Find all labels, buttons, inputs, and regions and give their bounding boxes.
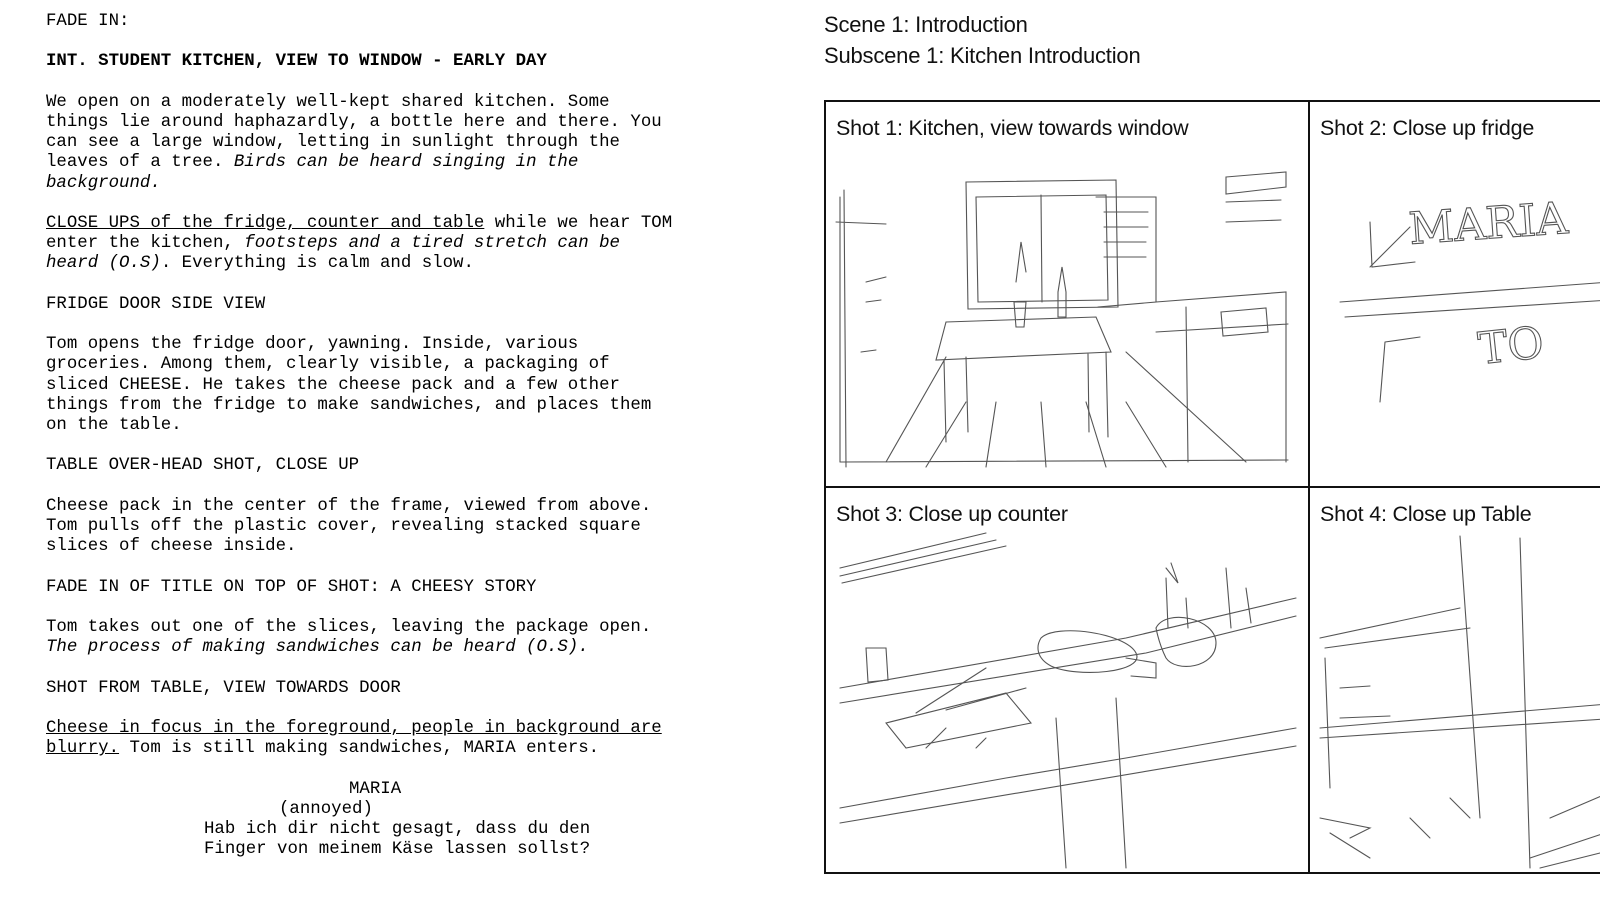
shot-caption: Shot 1: Kitchen, view towards window bbox=[836, 116, 1189, 140]
table-closeup-sketch bbox=[1310, 488, 1600, 874]
dialogue-block bbox=[46, 780, 806, 861]
screenplay-page bbox=[46, 12, 806, 860]
fridge-name-tag-maria: MARIA bbox=[1407, 192, 1570, 255]
shot-heading-door: SHOT FROM TABLE, VIEW TOWARDS DOOR bbox=[46, 678, 401, 698]
fridge-closeup-sketch bbox=[1310, 102, 1600, 486]
action-paragraph-1: We open on a moderately well-kept shared kitchen. Some things lie around haphazardly, a bottle here and there. You can see a large window, letting in sunlight through the leaves of a tree. Birds can be heard singing in the background. bbox=[46, 92, 662, 193]
shot-caption: Shot 4: Close up Table bbox=[1320, 502, 1532, 526]
shot-caption: Shot 2: Close up fridge bbox=[1320, 116, 1535, 140]
action-paragraph-2: CLOSE UPS of the fridge, counter and table while we hear TOM enter the kitchen, footsteps and a tired stretch can be heard (O.S). Everything is calm and slow. bbox=[46, 213, 673, 274]
shot-panel-2 bbox=[1310, 102, 1600, 486]
scene-heading: INT. STUDENT KITCHEN, VIEW TO WINDOW - EARLY DAY bbox=[46, 52, 547, 72]
parenthetical: (annoyed) bbox=[279, 799, 373, 819]
kitchen-window-sketch bbox=[826, 102, 1308, 486]
shot-panel-3 bbox=[826, 488, 1308, 874]
shot-heading-fridge: FRIDGE DOOR SIDE VIEW bbox=[46, 294, 266, 314]
storyboard-grid bbox=[824, 100, 1600, 874]
character-name: MARIA bbox=[349, 779, 402, 799]
title-fade-direction: FADE IN OF TITLE ON TOP OF SHOT: A CHEESY STORY bbox=[46, 577, 537, 597]
storyboard bbox=[824, 0, 1600, 900]
dialogue-line-1: Hab ich dir nicht gesagt, dass du den bbox=[204, 819, 591, 839]
dialogue-line-2: Finger von meinem Käse lassen sollst? bbox=[204, 840, 591, 860]
scene-title: Scene 1: Introduction bbox=[824, 12, 1028, 37]
action-paragraph-3: Tom opens the fridge door, yawning. Inside, various groceries. Among them, clearly visible, a packaging of sliced CHEESE. He takes the cheese pack and a few other things from the fridge to make sandwiches, and places them on the table. bbox=[46, 335, 652, 435]
shot-caption: Shot 3: Close up counter bbox=[836, 502, 1068, 526]
counter-closeup-sketch bbox=[826, 488, 1308, 874]
fridge-name-tag-tom: TO bbox=[1475, 317, 1547, 375]
subscene-title: Subscene 1: Kitchen Introduction bbox=[824, 43, 1141, 68]
action-paragraph-6: Cheese in focus in the foreground, people in background are blurry. Tom is still making sandwiches, MARIA enters. bbox=[46, 718, 662, 759]
shot-panel-1 bbox=[826, 102, 1308, 486]
action-paragraph-4: Cheese pack in the center of the frame, viewed from above. Tom pulls off the plastic cover, revealing stacked square slices of cheese inside. bbox=[46, 496, 652, 557]
shot-heading-table: TABLE OVER-HEAD SHOT, CLOSE UP bbox=[46, 456, 360, 476]
fade-in-transition: FADE IN: bbox=[46, 12, 130, 31]
shot-panel-4 bbox=[1310, 488, 1600, 874]
action-paragraph-5: Tom takes out one of the slices, leaving the package open. The process of making sandwiches can be heard (O.S). bbox=[46, 617, 652, 658]
